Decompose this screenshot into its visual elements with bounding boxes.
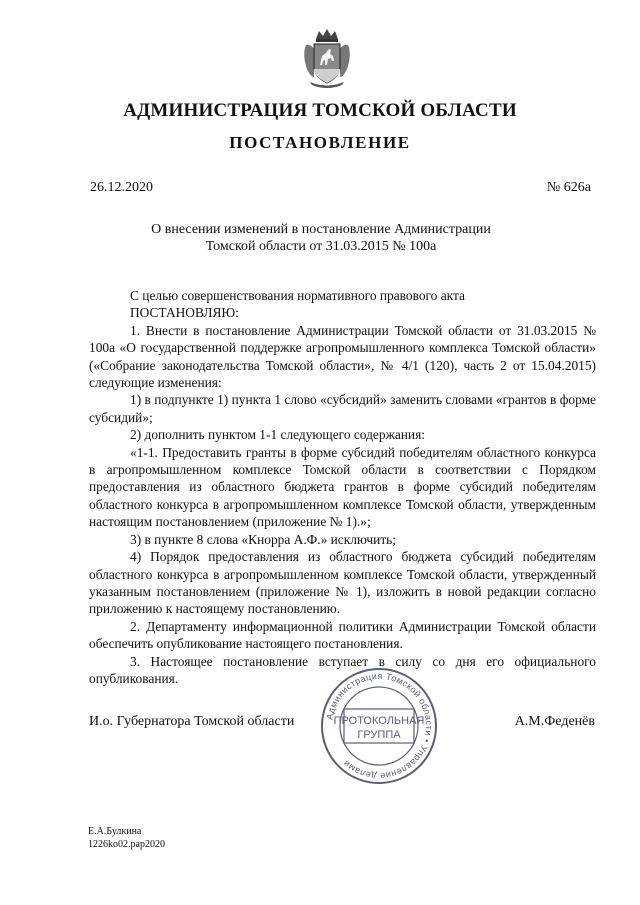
body-paragraph: 1) в подпункте 1) пункта 1 слово «субсидий» заменить словами «грантов в форме субсидий»; (89, 392, 596, 425)
body-paragraph: 3) в пункте 8 слова «Кнорра А.Ф.» исключить; (130, 531, 397, 547)
document-date: 26.12.2020 (90, 180, 153, 195)
seal-text-line2: ГРУППА (357, 729, 401, 741)
coat-of-arms-emblem (302, 27, 352, 89)
signatory-position: И.о. Губернатора Томской области (89, 714, 295, 729)
body-paragraph: 2) дополнить пунктом 1-1 следующего содержания: (130, 427, 425, 443)
body-paragraph: 4) Порядок предоставления из областного бюджета субсидий победителям областного конкурса в агропромышленном комплексе Томской области, утвержденный указанным постановлением (приложение № 1), изложить в новой редакции согласно приложению к настоящему постановлению. (89, 549, 596, 617)
subject-line: О внесении изменений в постановление Администрации (151, 222, 491, 237)
official-seal-stamp (318, 665, 440, 787)
footer-info (88, 826, 165, 851)
document-type-title: ПОСТАНОВЛЕНИЕ (229, 133, 411, 152)
document-subject (110, 221, 532, 255)
document-number: № 626а (546, 180, 591, 195)
body-paragraph: 3. Настоящее постановление вступает в силу со дня его официального опубликования. (89, 653, 596, 686)
body-paragraph: 2. Департаменту информационной политики Администрации Томской области обеспечить опубликование настоящего постановления. (89, 618, 596, 652)
svg-text:Администрация Томской области: Администрация Томской области • Управление делами (324, 670, 435, 782)
executor-name: Е.А.Булкина (88, 826, 142, 837)
subject-line: Томской области от 31.03.2015 № 100а (205, 239, 437, 254)
seal-text-line1: ПРОТОКОЛЬНАЯ (333, 715, 425, 727)
file-reference: 1226ko02.pap2020 (88, 838, 165, 850)
body-paragraph: 1. Внести в постановление Администрации Томской области от 31.03.2015 № 100а «О государственной поддержке агропромышленного комплекса Томской области» («Собрание законодательства Томской области», № 4/1 (120), часть 2 от 15.04.2015) следующие изменения: (89, 322, 596, 391)
body-paragraph: «1-1. Предоставить гранты в форме субсидий победителям областного конкурса в агропромышленном комплексе Томской области в соответствии с Порядком предоставления из областного бюджета грантов в форме субсидий победителям областного конкурса в агропромышленном комплексе Томской области, утвержденным настоящим постановлением (приложение № 1).»; (89, 444, 596, 530)
decree-word: ПОСТАНОВЛЯЮ: (130, 305, 239, 321)
organization-title: АДМИНИСТРАЦИЯ ТОМСКОЙ ОБЛАСТИ (123, 100, 517, 121)
signatory-name: А.М.Феденёв (514, 714, 595, 729)
preamble-text: С целью совершенствования нормативного правового акта (130, 288, 465, 303)
document-body (89, 287, 596, 687)
